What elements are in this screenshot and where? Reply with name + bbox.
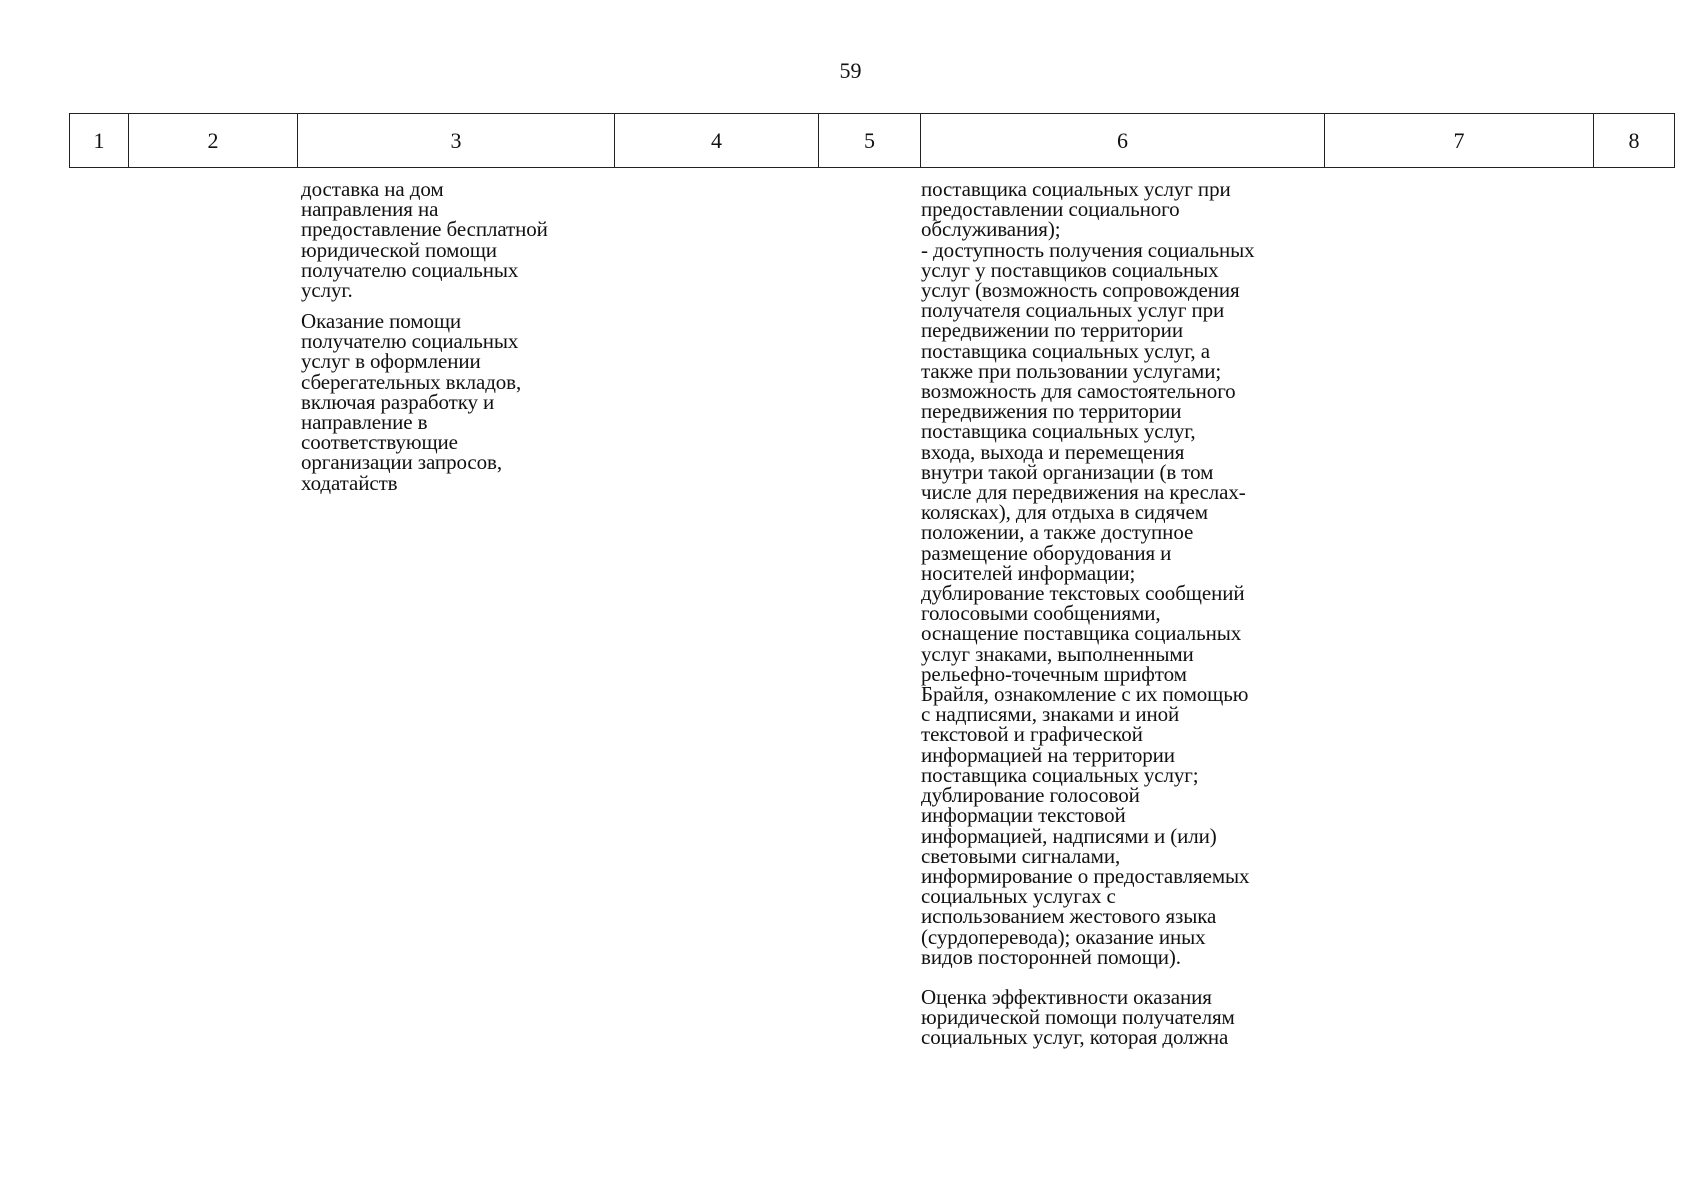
header-cell-6: 6 (921, 114, 1325, 168)
header-cell-4: 4 (615, 114, 819, 168)
header-cell-7: 7 (1325, 114, 1594, 168)
header-cell-8: 8 (1594, 114, 1675, 168)
header-row (70, 114, 1675, 168)
header-cell-1: 1 (70, 114, 129, 168)
header-cell-5: 5 (819, 114, 921, 168)
page-number: 59 (839, 58, 862, 83)
header-cell-3: 3 (298, 114, 615, 168)
column6-paragraph-2: Оценка эффективности оказания юридической помощи получателям социальных услуг, которая должна (921, 985, 1235, 1050)
header-cell-2: 2 (129, 114, 298, 168)
column3-paragraph-1: доставка на дом направления на предоставление бесплатной юридической помощи получателю социальных услуг. (301, 177, 548, 303)
column3-paragraph-2: Оказание помощи получателю социальных услуг в оформлении сберегательных вкладов, включая разработку и направление в соответствующие организации запросов, ходатайств (301, 309, 522, 495)
column6-paragraph-1: поставщика социальных услуг при предоставлении социального обслуживания); - доступность получения социальных услуг у поставщиков социальных услуг (возможность сопровождения получателя социальных услуг при передвижении по территории поставщика социальных услуг, а также при пользовании услугами; возможность для самостоятельного передвижения по территории поставщика социальных услуг, входа, выхода и перемещения внутри такой организации (в том числе для передвижения на креслах- колясках), для отдыха в сидячем положении, а также доступное размещение оборудования и носителей информации; дублирование текстовых сообщений голосовыми сообщениями, оснащение поставщика социальных услуг знаками, выполненными рельефно-точечным шрифтом Брайля, ознакомление с их помощью с надписями, знаками и иной текстовой и графической информацией на территории поставщика социальных услуг; дублирование голосовой информации текстовой информацией, надписями и (или) световыми сигналами, информирование о предоставляемых социальных услугах с использованием жестового языка (сурдоперевода); оказание иных видов посторонней помощи). (921, 177, 1255, 969)
table-header-row (69, 113, 1675, 168)
